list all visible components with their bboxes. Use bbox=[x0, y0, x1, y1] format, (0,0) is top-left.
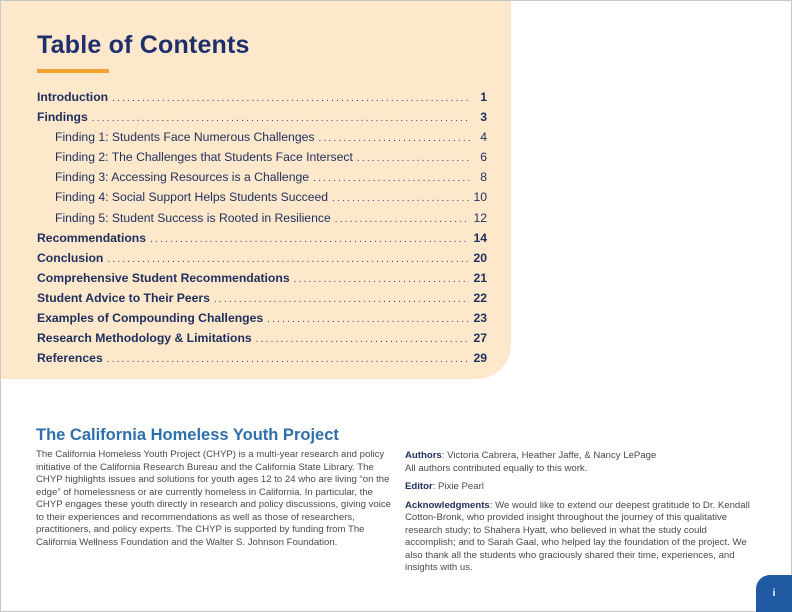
authors-note: All authors contributed equally to this work. bbox=[405, 462, 588, 474]
toc-entry-page: 6 bbox=[480, 150, 487, 165]
toc-leader-dots bbox=[335, 210, 470, 230]
project-description: The California Homeless Youth Project (CHYP) is a multi-year research and policy initiative of the California Research Bureau and the California State Library. The CHYP highlights issues and solutions for youth ages 12 to 24 who are living “on the edge” of homelessness or are currently homeless in California. In particular, the CHYP engages these youth directly in research and policy discussions, giving voice to their experiences and recommendations as well as those of researchers, practitioners, and policy experts. The CHYP is supported by funding from The California Wellness Foundation and the Walter S. Johnson Foundation. bbox=[36, 449, 391, 548]
toc-entry-page: 10 bbox=[473, 190, 487, 205]
authors-value: : Victoria Cabrera, Heather Jaffe, & Nancy LePage bbox=[441, 450, 657, 461]
toc-entry-findings[interactable] bbox=[37, 107, 487, 127]
toc-entry-label: Introduction bbox=[37, 90, 109, 104]
toc-leader-dots bbox=[318, 129, 471, 149]
toc-entry-introduction[interactable] bbox=[37, 87, 487, 107]
toc-entry-label: Finding 3: Accessing Resources is a Challenge bbox=[55, 170, 310, 185]
toc-title-underline bbox=[37, 69, 109, 73]
toc-entry-comprehensive-recommendations[interactable] bbox=[37, 268, 487, 288]
toc-entry-label: Research Methodology & Limitations bbox=[37, 331, 252, 346]
toc-entry-label: Student Advice to Their Peers bbox=[37, 290, 210, 305]
toc-entry-label: Finding 2: The Challenges that Students Face Intersect bbox=[55, 150, 353, 165]
table-of-contents-panel bbox=[1, 1, 511, 379]
toc-entry-recommendations[interactable] bbox=[37, 228, 487, 248]
toc-leader-dots bbox=[112, 89, 471, 109]
toc-entry-page: 12 bbox=[473, 210, 487, 225]
toc-entry-research-methodology[interactable] bbox=[37, 328, 487, 348]
editor-line bbox=[405, 481, 755, 494]
project-heading: The California Homeless Youth Project bbox=[36, 426, 339, 444]
toc-entry-references[interactable] bbox=[37, 348, 487, 368]
editor-value: : Pixie Pearl bbox=[432, 481, 484, 492]
toc-entry-label: Examples of Compounding Challenges bbox=[37, 311, 264, 326]
toc-entry-page: 8 bbox=[480, 170, 487, 185]
page-number-tab bbox=[756, 575, 792, 612]
toc-entry-finding-3[interactable] bbox=[37, 167, 487, 187]
acknowledgments-paragraph bbox=[405, 500, 755, 575]
page-number: i bbox=[772, 588, 776, 599]
toc-leader-dots bbox=[256, 330, 470, 350]
toc-entry-page: 23 bbox=[473, 311, 487, 326]
toc-entry-compounding-challenges[interactable] bbox=[37, 308, 487, 328]
toc-entry-student-advice[interactable] bbox=[37, 288, 487, 308]
acknowledgments-value: : We would like to extend our deepest gratitude to Dr. Kendall Cotton-Bronk, who provided insight throughout the journey of this qualitative research study; to Shahera Hyatt, who believed in what the study could accomplish; and to Sarah Gaal, who helped lay the foundation of the project. We also thank all the students who graciously shared their time, experiences, and insights with us. bbox=[405, 499, 750, 573]
toc-entry-finding-5[interactable] bbox=[37, 208, 487, 228]
toc-entry-page: 4 bbox=[480, 130, 487, 145]
acknowledgments-label: Acknowledgments bbox=[405, 499, 490, 511]
toc-entry-finding-2[interactable] bbox=[37, 147, 487, 167]
toc-entry-page: 3 bbox=[480, 110, 487, 125]
toc-leader-dots bbox=[313, 169, 471, 189]
toc-entry-finding-1[interactable] bbox=[37, 127, 487, 147]
toc-leader-dots bbox=[107, 350, 470, 370]
toc-entry-label: Comprehensive Student Recommendations bbox=[37, 270, 290, 285]
toc-entry-page: 27 bbox=[473, 331, 487, 346]
toc-entry-finding-4[interactable] bbox=[37, 187, 487, 207]
toc-title: Table of Contents bbox=[37, 31, 250, 59]
toc-entry-page: 22 bbox=[473, 290, 487, 305]
toc-leader-dots bbox=[92, 109, 471, 129]
toc-entry-label: Findings bbox=[37, 110, 88, 125]
toc-leader-dots bbox=[150, 230, 469, 250]
toc-leader-dots bbox=[214, 290, 470, 310]
toc-list bbox=[37, 87, 487, 368]
toc-entry-label: References bbox=[37, 351, 103, 366]
toc-leader-dots bbox=[267, 310, 469, 330]
authors-label: Authors bbox=[405, 450, 442, 461]
toc-entry-page: 20 bbox=[473, 250, 487, 265]
toc-entry-label: Recommendations bbox=[37, 230, 147, 245]
editor-label: Editor bbox=[405, 481, 433, 492]
toc-entry-page: 1 bbox=[480, 90, 487, 104]
toc-leader-dots bbox=[294, 270, 470, 290]
toc-entry-label: Finding 1: Students Face Numerous Challenges bbox=[55, 130, 315, 145]
authors-line bbox=[405, 450, 755, 463]
toc-entry-page: 14 bbox=[473, 230, 487, 245]
toc-entry-label: Finding 4: Social Support Helps Students Succeed bbox=[55, 190, 329, 205]
toc-leader-dots bbox=[332, 189, 469, 209]
toc-entry-conclusion[interactable] bbox=[37, 248, 487, 268]
toc-entry-label: Conclusion bbox=[37, 250, 104, 265]
toc-leader-dots bbox=[357, 149, 471, 169]
toc-entry-page: 21 bbox=[473, 270, 487, 285]
toc-entry-page: 29 bbox=[473, 351, 487, 366]
toc-leader-dots bbox=[107, 250, 469, 270]
toc-entry-label: Finding 5: Student Success is Rooted in Resilience bbox=[55, 210, 331, 225]
credits-block bbox=[405, 450, 755, 575]
